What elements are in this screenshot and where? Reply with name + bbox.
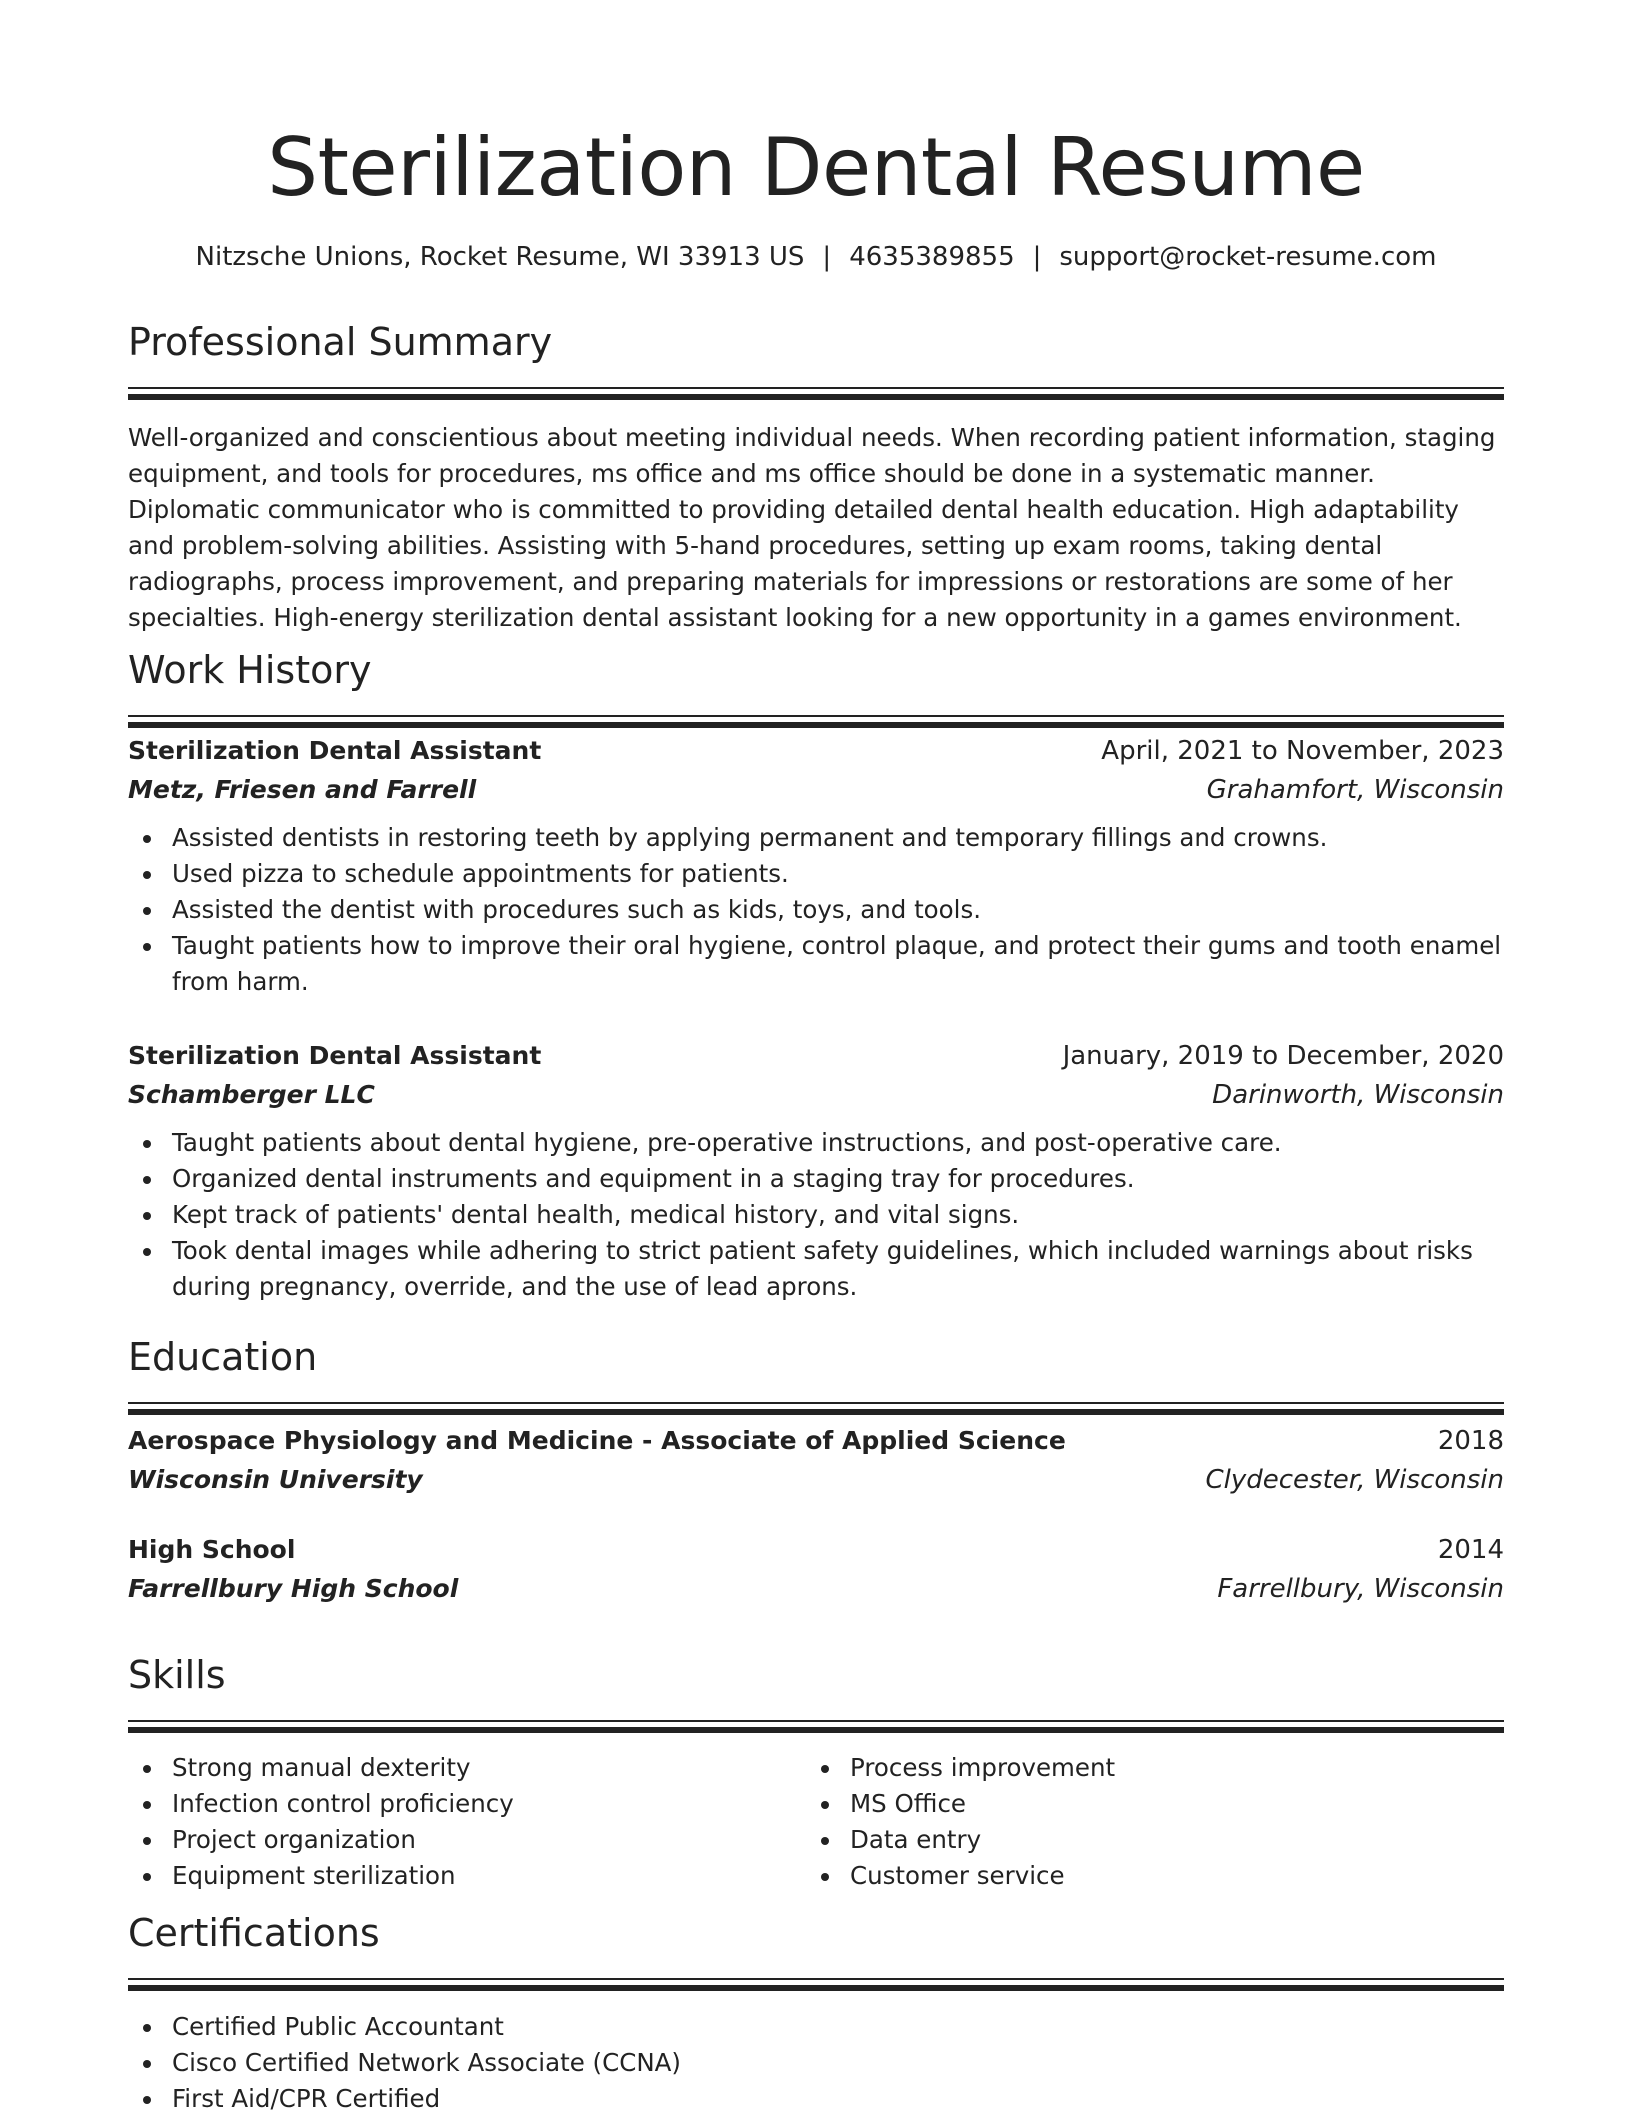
certification-item: First Aid/CPR Certified: [128, 2081, 1504, 2117]
contact-phone: 4635389855: [849, 242, 1015, 272]
education-year: 2018: [1437, 1426, 1504, 1456]
contact-line: [128, 238, 1504, 276]
skill-item: Data entry: [806, 1822, 1446, 1858]
job-company: Metz, Friesen and Farrell: [128, 775, 477, 804]
section-divider: [128, 1978, 1504, 1991]
section-divider: [128, 715, 1504, 728]
education-school: Farrellbury High School: [128, 1574, 459, 1603]
education-location: Clydecester, Wisconsin: [1205, 1465, 1504, 1495]
education-section: [128, 1333, 1504, 1415]
education-school: Wisconsin University: [128, 1465, 423, 1494]
skills-section: [128, 1651, 1504, 1900]
skill-item: Project organization: [128, 1822, 768, 1858]
skill-item: Process improvement: [806, 1750, 1446, 1786]
skill-item: Infection control proficiency: [128, 1786, 768, 1822]
education-entry: [128, 1422, 1504, 1500]
job-company: Schamberger LLC: [128, 1080, 375, 1109]
skill-item: MS Office: [806, 1786, 1446, 1822]
list-item: Organized dental instruments and equipment in a staging tray for procedures.: [128, 1161, 1504, 1197]
job-entry: [128, 732, 1504, 1000]
certification-item: Cisco Certified Network Associate (CCNA): [128, 2045, 1504, 2081]
contact-separator: |: [822, 242, 832, 272]
education-location: Farrellbury, Wisconsin: [1217, 1574, 1504, 1604]
section-heading-summary: Professional Summary: [128, 320, 553, 364]
education-degree: High School: [128, 1535, 296, 1564]
contact-separator: |: [1032, 242, 1042, 272]
job-bullets: [128, 820, 1504, 1000]
skills-columns: [128, 1750, 1504, 1900]
summary-text: Well-organized and conscientious about meeting individual needs. When recording patient information, staging equipment, and tools for procedures, ms office and ms office should be done in a systematic manner. Diplomatic communicator who is committed to providing detailed dental health education. High adaptability and problem-solving abilities. Assisting with 5-hand procedures, setting up exam rooms, taking dental radiographs, process improvement, and preparing materials for impressions or restorations are some of her specialties. High-energy sterilization dental assistant looking for a new opportunity in a games environment.: [128, 423, 1496, 632]
list-item: Used pizza to schedule appointments for patients.: [128, 856, 1504, 892]
section-heading-education: Education: [128, 1335, 318, 1379]
certifications-section: [128, 1909, 1504, 2117]
skill-item: Equipment sterilization: [128, 1858, 768, 1894]
skills-list-left: [128, 1750, 768, 1894]
job-entry: [128, 1037, 1504, 1305]
skills-list-right: [806, 1750, 1446, 1894]
job-location: Darinworth, Wisconsin: [1212, 1080, 1504, 1110]
section-divider: [128, 1720, 1504, 1733]
list-item: Taught patients how to improve their oral hygiene, control plaque, and protect their gums and tooth enamel from harm.: [128, 928, 1504, 1000]
education-year: 2014: [1437, 1535, 1504, 1565]
job-bullets: [128, 1125, 1504, 1305]
section-heading-work: Work History: [128, 648, 372, 692]
summary-section: [128, 318, 1504, 636]
contact-email: support@rocket-resume.com: [1059, 242, 1437, 272]
list-item: Took dental images while adhering to strict patient safety guidelines, which included warnings about risks during pregnancy, override, and the use of lead aprons.: [128, 1233, 1504, 1305]
section-divider: [128, 1402, 1504, 1415]
skill-item: Customer service: [806, 1858, 1446, 1894]
resume-title: Sterilization Dental Resume: [267, 121, 1365, 214]
education-degree: Aerospace Physiology and Medicine - Associate of Applied Science: [128, 1426, 1066, 1455]
contact-address: Nitzsche Unions, Rocket Resume, WI 33913 US: [195, 242, 805, 272]
list-item: Assisted the dentist with procedures such as kids, toys, and tools.: [128, 892, 1504, 928]
list-item: Kept track of patients' dental health, medical history, and vital signs.: [128, 1197, 1504, 1233]
skill-item: Strong manual dexterity: [128, 1750, 768, 1786]
job-title: Sterilization Dental Assistant: [128, 736, 542, 765]
job-dates: April, 2021 to November, 2023: [1101, 736, 1504, 766]
work-section: [128, 646, 1504, 728]
education-entry: [128, 1531, 1504, 1609]
list-item: Taught patients about dental hygiene, pre-operative instructions, and post-operative care.: [128, 1125, 1504, 1161]
certifications-list: [128, 2009, 1504, 2117]
job-title: Sterilization Dental Assistant: [128, 1041, 542, 1070]
list-item: Assisted dentists in restoring teeth by applying permanent and temporary fillings and crowns.: [128, 820, 1504, 856]
section-heading-skills: Skills: [128, 1653, 226, 1697]
job-location: Grahamfort, Wisconsin: [1206, 775, 1504, 805]
section-divider: [128, 387, 1504, 400]
certification-item: Certified Public Accountant: [128, 2009, 1504, 2045]
section-heading-certifications: Certifications: [128, 1911, 380, 1955]
job-dates: January, 2019 to December, 2020: [1062, 1041, 1504, 1071]
